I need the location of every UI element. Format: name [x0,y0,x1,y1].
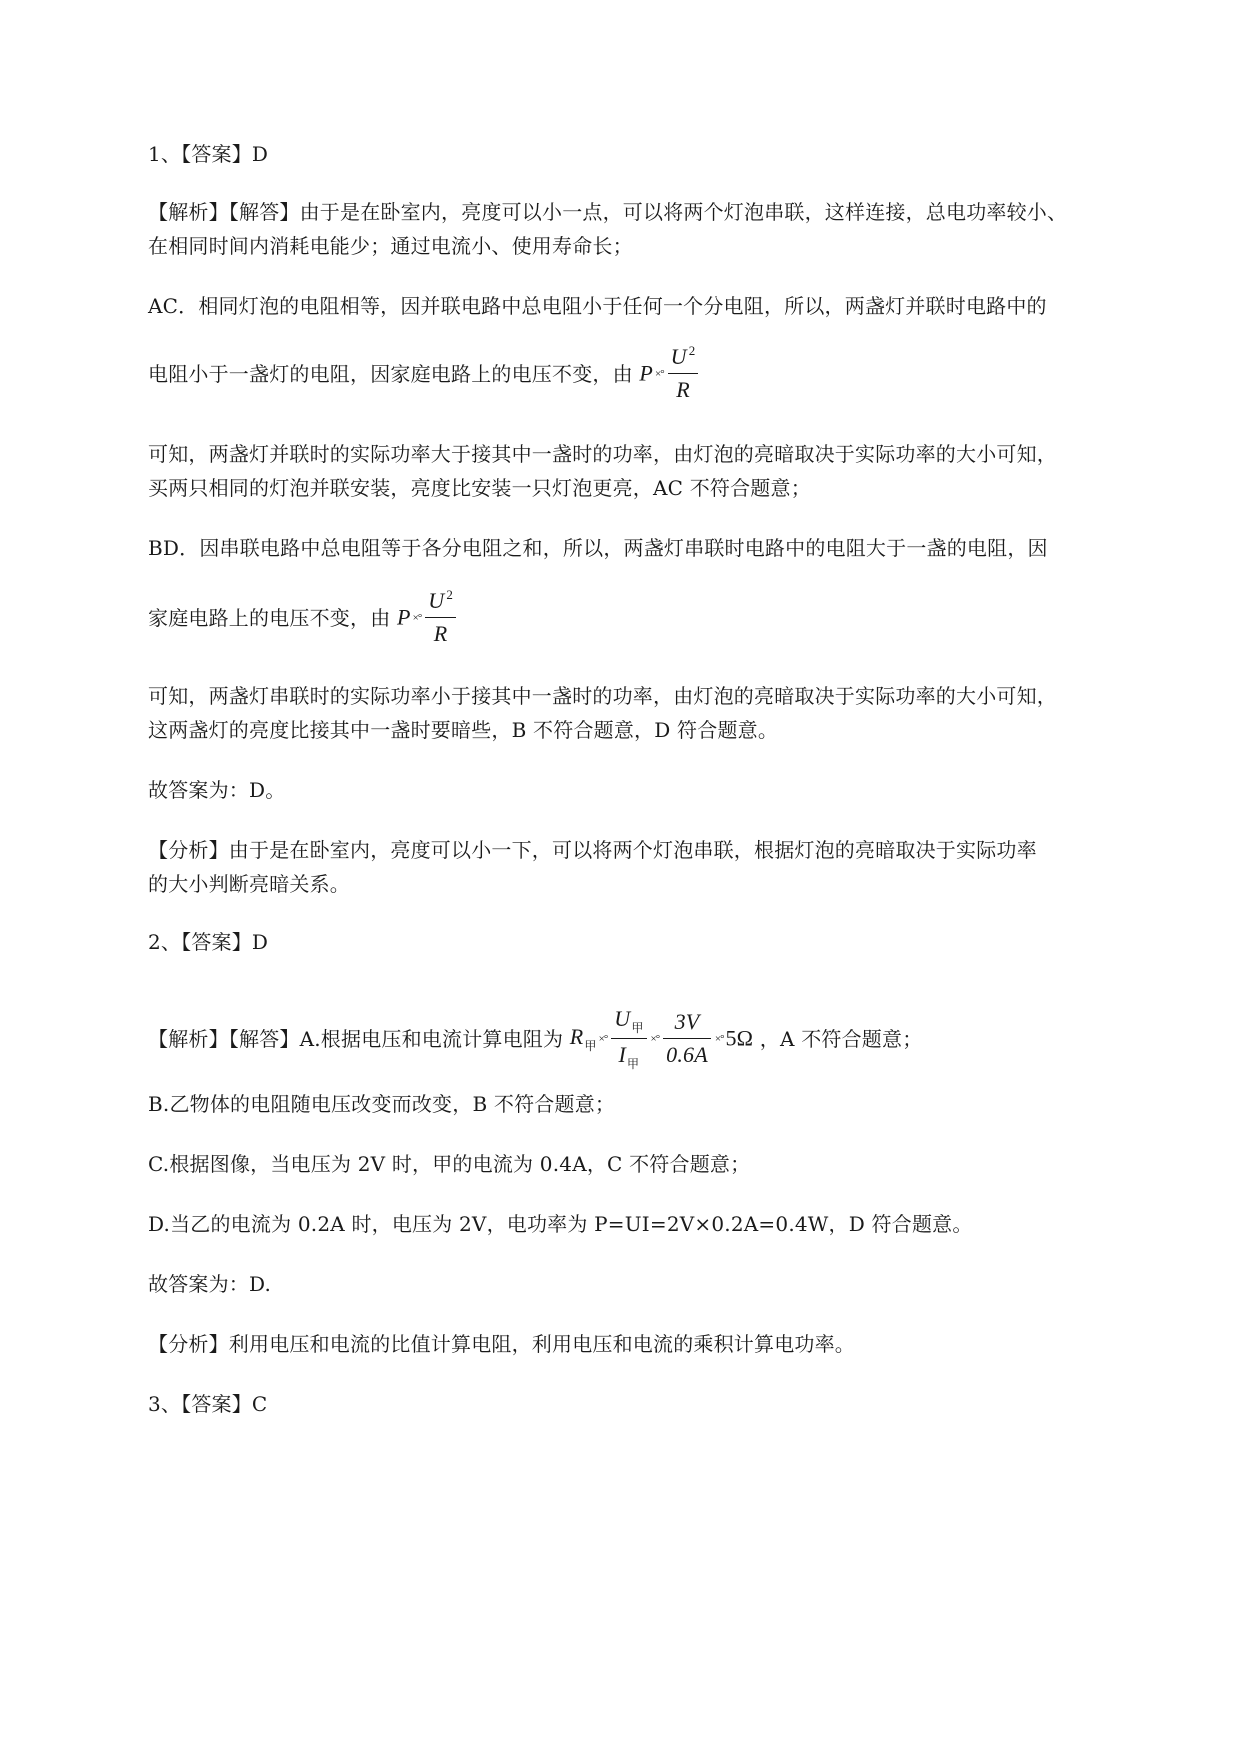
power-formula-denominator: R [676,377,690,402]
equals-mark: ×° [714,1032,724,1045]
equals-mark: ×° [650,1032,660,1045]
q1-ac-line-2-with-formula [148,343,700,405]
q2-conclusion: 故答案为：D. [148,1272,272,1296]
q2-answer: 2、【答案】D [148,930,269,954]
resistance-fraction-2-numerator: 3V [663,1009,711,1039]
q1-answer: 1、【答案】D [148,142,269,166]
resistance-fraction-1-numerator: $U_甲$ [611,1006,646,1039]
q2-b-line: B.乙物体的电阻随电压改变而改变，B 不符合题意； [148,1092,616,1116]
power-formula-2 [397,588,458,647]
power-formula-fraction [668,344,699,403]
equals-mark: ×° [598,1032,608,1045]
resistance-fraction-1 [611,1006,646,1071]
equals-mark: ×° [655,367,664,380]
power-formula-lhs: P [639,360,654,386]
equals-mark: ×° [412,611,422,624]
q1-ac-line-3: 可知，两盏灯并联时的实际功率大于接其中一盏时的功率，由灯泡的亮暗取决于实际功率的大小可知， [148,442,1057,466]
q2-d-line: D.当乙的电流为 0.2A 时，电压为 2V，电功率为 P=UI=2V×0.2A=0.4W，D 符合题意。 [148,1212,973,1236]
power-formula-fraction [425,588,456,647]
resistance-formula-lhs: $R_甲$ [569,1024,597,1053]
resistance-formula-result: 5Ω [725,1025,754,1051]
power-formula-denominator: R [433,621,448,646]
q1-ac-line-2-text: 电阻小于一盏灯的电阻，因家庭电路上的电压不变，由 [148,362,633,386]
power-formula-1 [639,344,700,403]
q1-fenxi-line-1: 【分析】由于是在卧室内，亮度可以小一下，可以将两个灯泡串联，根据灯泡的亮暗取决于实际功率 [148,838,1037,862]
resistance-formula [570,1006,753,1071]
q2-analysis-line-with-formula [148,1008,922,1073]
q1-conclusion: 故答案为：D。 [148,778,286,802]
q2-analysis-prefix: 【解析】【解答】A.根据电压和电流计算电阻为 [148,1027,564,1051]
power-formula-lhs: P [396,604,411,630]
resistance-fraction-1-denominator: $I_甲$ [618,1042,640,1071]
q2-analysis-suffix: ，A 不符合题意； [759,1027,923,1051]
q1-bd-line-2-text: 家庭电路上的电压不变，由 [148,606,391,630]
resistance-fraction-2 [663,1009,711,1068]
power-formula-numerator: U $^2$ [425,588,456,618]
q1-bd-line-3: 可知，两盏灯串联时的实际功率小于接其中一盏时的功率，由灯泡的亮暗取决于实际功率的大小可知， [148,684,1057,708]
q1-bd-line-1: BD．因串联电路中总电阻等于各分电阻之和，所以，两盏灯串联时电路中的电阻大于一盏的电阻，因 [148,536,1048,560]
power-formula-numerator: U $^2$ [668,344,699,374]
q1-fenxi-line-2: 的大小判断亮暗关系。 [148,872,350,896]
q1-bd-line-4: 这两盏灯的亮度比接其中一盏时要暗些，B 不符合题意，D 符合题意。 [148,718,779,742]
resistance-fraction-2-denominator: 0.6A [666,1042,708,1067]
q1-ac-line-1: AC．相同灯泡的电阻相等，因并联电路中总电阻小于任何一个分电阻，所以，两盏灯并联时电路中的 [148,294,1047,318]
q1-ac-line-4: 买两只相同的灯泡并联安装，亮度比安装一只灯泡更亮，AC 不符合题意； [148,476,811,500]
q1-analysis-line-1: 【解析】【解答】由于是在卧室内，亮度可以小一点，可以将两个灯泡串联，这样连接，总电功率较小、 [148,200,1068,224]
q1-analysis-line-2: 在相同时间内消耗电能少；通过电流小、使用寿命长； [148,234,633,258]
q2-fenxi: 【分析】利用电压和电流的比值计算电阻，利用电压和电流的乘积计算电功率。 [148,1332,855,1356]
q3-answer: 3、【答案】C [148,1392,268,1416]
q2-c-line: C.根据图像，当电压为 2V 时，甲的电流为 0.4A，C 不符合题意； [148,1152,751,1176]
q1-bd-line-2-with-formula [148,587,458,649]
